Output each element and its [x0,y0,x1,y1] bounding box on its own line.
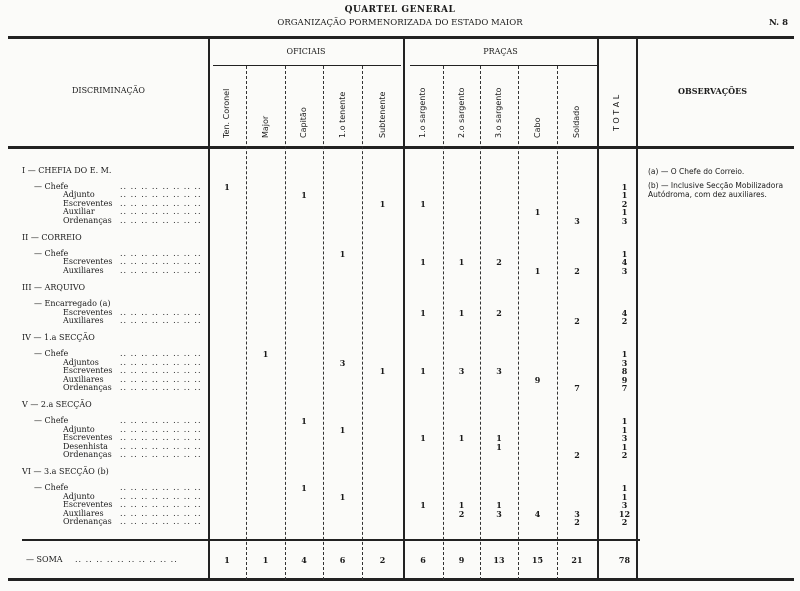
cell-value: 9 [534,374,541,385]
section-heading: V — 2.a SECÇÃO [22,400,92,410]
cell-value: 1 [534,265,541,276]
column-header-2 [296,62,312,147]
document-title: QUARTEL GENERAL [344,5,456,15]
column-header-label: 1.o sargento [418,87,427,138]
total-header-label: T O T A L [612,94,621,131]
cell-value: 1 [534,207,541,218]
row-label: Escreventes [63,198,113,208]
row-label: Escreventes [63,433,113,443]
cell-value: 1 [339,491,346,502]
row-total: 2 [621,450,628,460]
cell-value: 3 [496,508,502,519]
soma-value: 9 [458,555,465,565]
column-divider [636,39,638,580]
section-heading: II — CORREIO [22,233,82,242]
row-label: — Chefe [34,182,69,191]
oficiais-header: OFICIAIS [286,47,326,56]
cell-value: 1 [420,198,426,209]
row-total: 1 [621,441,628,452]
cell-value: 1 [458,500,465,511]
row-total: 12 [618,508,631,519]
leader-dots: .. .. .. .. .. .. .. .. [120,316,202,325]
row-total: 1 [621,349,628,360]
cell-value: 2 [496,257,502,268]
leader-dots: .. .. .. .. .. .. .. .. [120,374,202,384]
column-header-1 [258,62,274,147]
row-label: Ordenanças [63,383,112,392]
row-label: Adjunto [63,424,95,434]
column-divider [518,66,519,580]
leader-dots: .. .. .. .. .. .. .. .. .. .. [75,555,178,564]
cell-value: 2 [574,517,580,527]
leader-dots: .. .. .. .. .. .. .. .. [120,383,202,392]
row-total: 1 [621,483,628,494]
cell-value: 1 [301,190,307,201]
note-b: (b) — Inclusive Secção Mobilizadora Autódroma, com dez auxiliares. [648,181,784,199]
leader-dots: .. .. .. .. .. .. .. .. [120,215,202,225]
column-header-9 [569,62,585,147]
column-divider [246,66,247,580]
column-header-label: Major [260,115,270,138]
column-divider [285,66,286,580]
row-total: 1 [621,424,628,435]
section-heading: III — ARQUIVO [22,283,86,293]
column-header-3 [335,62,351,147]
soma-value: 6 [339,555,346,565]
cell-value: 2 [574,450,580,460]
row-label: Adjunto [63,190,95,200]
row-total: 1 [621,416,628,427]
leader-dots: .. .. .. .. .. .. .. .. [120,190,202,200]
row-label: Ordenanças [63,517,112,526]
cell-value: 3 [458,366,465,377]
column-header-label: Subtenente [377,91,387,138]
row-label: — Chefe [34,349,69,359]
column-header-8 [530,62,546,147]
row-label: Adjunto [63,491,95,501]
row-label: — Chefe [34,249,69,258]
column-header-label: Cabo [532,117,542,138]
column-divider [403,39,405,580]
soma-value: 13 [493,555,505,565]
row-label: Auxiliar [63,207,95,217]
cell-value: 1 [496,433,502,444]
page-number: N. 8 [768,18,788,28]
row-total: 1 [621,249,628,259]
cell-value: 1 [224,182,230,192]
discriminacao-header: DISCRIMINAÇÃO [72,86,145,95]
row-label: Auxiliares [63,374,104,384]
column-divider [323,66,324,580]
total-header [609,55,625,140]
row-total: 2 [621,316,628,326]
cell-value: 1 [301,483,307,494]
cell-value: 1 [339,249,346,259]
cell-value: 1 [379,198,386,209]
column-header-5 [415,62,431,147]
soma-rule [22,539,640,541]
cell-value: 1 [420,257,426,268]
cell-value: 1 [496,500,502,511]
leader-dots: .. .. .. .. .. .. .. .. [120,357,202,367]
leader-dots: .. .. .. .. .. .. .. .. [120,416,202,426]
row-label: Auxiliares [63,508,104,518]
cell-value: 3 [339,357,346,368]
leader-dots: .. .. .. .. .. .. .. .. [120,182,202,191]
leader-dots: .. .. .. .. .. .. .. .. [120,483,202,493]
row-total: 1 [621,491,628,502]
row-total: 4 [621,257,628,268]
cell-value: 1 [420,433,426,444]
row-label: Desenhista [63,441,108,451]
column-divider [597,39,599,580]
row-label: Auxiliares [63,265,104,275]
leader-dots: .. .. .. .. .. .. .. .. [120,257,202,267]
row-total: 7 [621,383,628,393]
cell-value: 1 [458,257,465,268]
cell-value: 1 [262,349,269,360]
section-heading: VI — 3.a SECÇÃO (b) [22,467,109,477]
row-total: 2 [621,198,628,209]
row-total: 3 [621,215,628,226]
row-label: Escreventes [63,500,113,510]
cell-value: 2 [574,316,580,326]
cell-value: 1 [496,441,502,452]
cell-value: 1 [339,424,346,435]
cell-value: 3 [574,215,580,226]
soma-label: — SOMA [26,555,63,564]
bottom-rule [8,578,794,581]
row-total: 4 [621,307,628,318]
column-divider [362,66,363,580]
soma-value: 6 [420,555,426,565]
soma-value: 4 [301,555,307,565]
cell-value: 1 [458,307,465,318]
row-total: 1 [621,207,628,218]
column-divider [208,39,210,580]
leader-dots: .. .. .. .. .. .. .. .. [120,198,202,208]
column-divider [557,66,558,580]
soma-value: 1 [262,555,269,565]
leader-dots: .. .. .. .. .. .. .. .. [120,424,202,434]
row-label: — Chefe [34,416,69,426]
section-heading: I — CHEFIA DO E. M. [22,166,112,175]
row-total: 9 [621,374,628,385]
column-divider [443,66,444,580]
cell-value: 1 [420,500,426,511]
cell-value: 2 [458,508,465,519]
header-rule [8,146,794,149]
row-label: Escreventes [63,257,113,267]
leader-dots: .. .. .. .. .. .. .. .. [120,433,202,443]
leader-dots: .. .. .. .. .. .. .. .. [120,249,202,258]
row-total: 2 [621,517,628,527]
row-total: 3 [621,357,628,368]
leader-dots: .. .. .. .. .. .. .. .. [120,441,202,451]
top-rule [8,36,794,39]
leader-dots: .. .. .. .. .. .. .. .. [120,207,202,217]
row-label: Adjuntos [63,357,99,367]
row-label: — Chefe [34,483,69,493]
column-header-6 [454,62,470,147]
leader-dots: .. .. .. .. .. .. .. .. [120,265,202,275]
row-total: 3 [621,433,628,444]
cell-value: 1 [301,416,307,427]
row-total: 1 [621,190,628,201]
column-divider [480,66,481,580]
soma-value: 15 [531,555,544,565]
leader-dots: .. .. .. .. .. .. .. .. [120,500,202,510]
leader-dots: .. .. .. .. .. .. .. .. [120,307,202,317]
column-header-4 [375,62,391,147]
cell-value: 3 [496,366,502,377]
soma-value: 21 [571,555,583,565]
cell-value: 1 [420,366,426,377]
cell-value: 2 [574,265,580,276]
leader-dots: .. .. .. .. .. .. .. .. [120,491,202,501]
cell-value: 1 [420,307,426,318]
cell-value: 2 [496,307,502,318]
soma-total: 78 [618,555,631,565]
leader-dots: .. .. .. .. .. .. .. .. [120,450,202,459]
pracas-header: PRAÇAS [483,47,518,56]
leader-dots: .. .. .. .. .. .. .. .. [120,349,202,359]
row-total: 1 [621,182,628,192]
column-header-label: 2.o sargento [456,87,466,138]
leader-dots: .. .. .. .. .. .. .. .. [120,508,202,518]
row-label: Ordenanças [63,215,112,225]
row-total: 8 [621,366,628,377]
column-header-label: 1.o tenente [337,91,347,138]
observacoes-header: OBSERVAÇÕES [678,86,747,96]
note-a: (a) — O Chefe do Correio. [648,167,745,176]
soma-value: 2 [379,555,386,565]
section-heading: IV — 1.a SECÇÃO [22,333,95,343]
row-label: Ordenanças [63,450,112,459]
column-header-label: 3.o sargento [494,87,503,138]
cell-value: 3 [574,508,580,519]
document-subtitle: ORGANIZAÇÃO PORMENORIZADA DO ESTADO MAIOR [277,18,523,28]
leader-dots: .. .. .. .. .. .. .. .. [120,366,202,376]
column-header-label: Ten. Coronel [222,88,231,138]
column-header-7 [491,62,507,147]
soma-value: 1 [224,555,230,565]
row-total: 3 [621,265,628,276]
cell-value: 1 [379,366,386,377]
column-header-label: Capitão [299,107,308,138]
row-label: Escreventes [63,366,113,376]
row-total: 3 [621,500,628,511]
leader-dots: .. .. .. .. .. .. .. .. [120,517,202,526]
column-header-0 [219,62,235,147]
cell-value: 1 [458,433,465,444]
cell-value: 4 [534,508,541,519]
row-label: Escreventes [63,307,113,317]
column-header-label: Soldado [572,105,581,138]
row-label: — Encarregado (a) [34,299,111,309]
row-label: Auxiliares [63,316,104,325]
cell-value: 7 [574,383,580,393]
